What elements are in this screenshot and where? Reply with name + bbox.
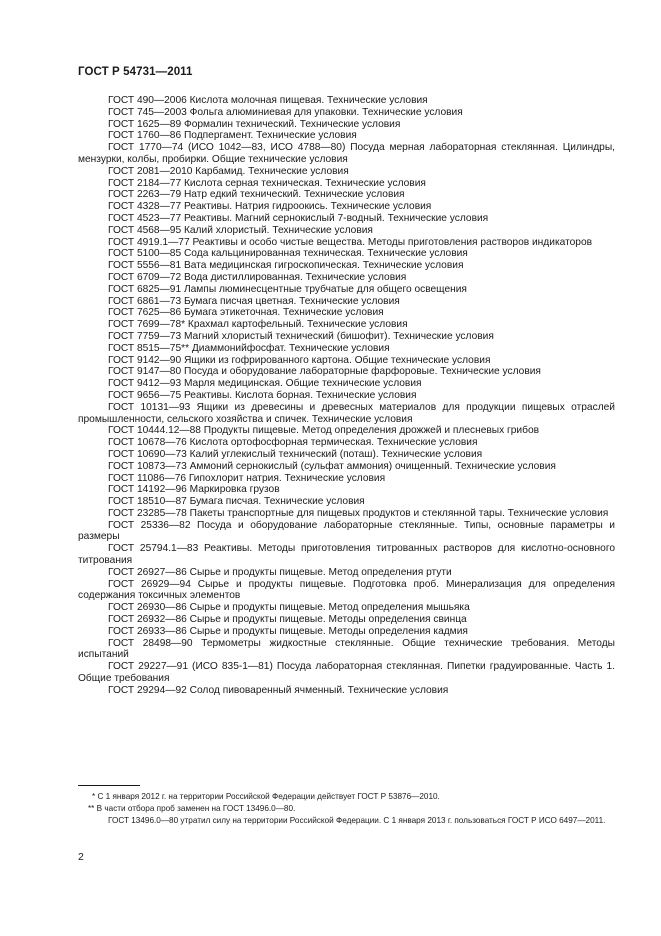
reference-item: ГОСТ 7625—86 Бумага этикеточная. Технические условия <box>108 307 384 319</box>
reference-item: ГОСТ 10131—93 Ящики из древесины и древесных материалов для продукции пищевых отраслей промышленности, сельского хозяйства и спичек. Технические условия <box>78 401 615 425</box>
reference-item: ГОСТ 9656—75 Реактивы. Кислота борная. Технические условия <box>108 389 417 401</box>
reference-item: ГОСТ 8515—75** Диаммонийфосфат. Технические условия <box>108 342 390 354</box>
reference-item: ГОСТ 4328—77 Реактивы. Натрия гидроокись. Технические условия <box>108 201 432 213</box>
reference-item: ГОСТ 4919.1—77 Реактивы и особо чистые вещества. Методы приготовления растворов индикаторов <box>108 236 593 248</box>
footnote-divider <box>78 785 140 786</box>
footnote-item: * С 1 января 2012 г. на территории Российской Федерации действует ГОСТ Р 53876—2010. <box>92 792 440 801</box>
document-header: ГОСТ Р 54731—2011 <box>78 66 193 78</box>
reference-item: ГОСТ 9147—80 Посуда и оборудование лабораторные фарфоровые. Технические условия <box>108 366 541 378</box>
reference-item: ГОСТ 10678—76 Кислота ортофосфорная термическая. Технические условия <box>108 437 478 449</box>
reference-item: ГОСТ 26932—86 Сырье и продукты пищевые. Методы определения свинца <box>108 614 467 626</box>
reference-item: ГОСТ 2184—77 Кислота серная техническая. Технические условия <box>108 177 426 189</box>
page-number: 2 <box>78 851 84 863</box>
reference-item: ГОСТ 5556—81 Вата медицинская гигроскопическая. Технические условия <box>108 260 464 272</box>
reference-item: ГОСТ 23285—78 Пакеты транспортные для пищевых продуктов и стеклянной тары. Технические условия <box>108 507 609 519</box>
reference-item: ГОСТ 9142—90 Ящики из гофрированного картона. Общие технические условия <box>108 354 491 366</box>
reference-item: ГОСТ 18510—87 Бумага писчая. Технические условия <box>108 496 365 508</box>
reference-item: ГОСТ 25794.1—83 Реактивы. Методы приготовления титрованных растворов для кислотно-основного титрования <box>78 543 615 567</box>
reference-item: ГОСТ 7699—78* Крахмал картофельный. Технические условия <box>108 319 408 331</box>
reference-item: ГОСТ 10444.12—88 Продукты пищевые. Метод определения дрожжей и плесневых грибов <box>108 425 540 437</box>
reference-item: ГОСТ 29294—92 Солод пивоваренный ячменный. Технические условия <box>108 684 449 696</box>
reference-item: ГОСТ 26927—86 Сырье и продукты пищевые. Метод определения ртути <box>108 566 452 578</box>
normative-references-list <box>78 95 615 697</box>
reference-item: ГОСТ 10690—73 Калий углекислый технический (поташ). Технические условия <box>108 448 483 460</box>
reference-item: ГОСТ 26933—86 Сырье и продукты пищевые. Методы определения кадмия <box>108 625 468 637</box>
footnote-item: ** В части отбора проб заменен на ГОСТ 13496.0—80. <box>88 803 296 813</box>
reference-item: ГОСТ 26930—86 Сырье и продукты пищевые. Метод определения мышьяка <box>108 602 470 614</box>
reference-item: ГОСТ 490—2006 Кислота молочная пищевая. Технические условия <box>108 95 428 106</box>
reference-item: ГОСТ 14192—96 Маркировка грузов <box>108 484 280 496</box>
reference-item: ГОСТ 2081—2010 Карбамид. Технические условия <box>108 165 349 177</box>
reference-item: ГОСТ 25336—82 Посуда и оборудование лабораторные стеклянные. Типы, основные параметры и размеры <box>78 519 615 543</box>
reference-item: ГОСТ 1625—89 Формалин технический. Технические условия <box>108 118 401 130</box>
reference-item: ГОСТ 4523—77 Реактивы. Магний сернокислый 7-водный. Технические условия <box>108 212 489 224</box>
reference-item: ГОСТ 5100—85 Сода кальцинированная техническая. Технические условия <box>108 248 468 260</box>
reference-item: ГОСТ 28498—90 Термометры жидкостные стеклянные. Общие технические требования. Методы испытаний <box>78 637 615 661</box>
reference-item: ГОСТ 7759—73 Магний хлористый технический (бишофит). Технические условия <box>108 330 494 342</box>
reference-item: ГОСТ 1770—74 (ИСО 1042—83, ИСО 4788—80) Посуда мерная лабораторная стеклянная. Цилиндры, мензурки, колбы, пробирки. Общие технические условия <box>78 142 615 165</box>
reference-item: ГОСТ 6861—73 Бумага писчая цветная. Технические условия <box>108 295 400 307</box>
reference-item: ГОСТ 10873—73 Аммоний сернокислый (сульфат аммония) очищенный. Технические условия <box>108 460 556 472</box>
reference-item: ГОСТ 2263—79 Натр едкий технический. Технические условия <box>108 189 405 201</box>
reference-item: ГОСТ 26929—94 Сырье и продукты пищевые. Подготовка проб. Минерализация для определения содержания токсичных элементов <box>78 578 615 602</box>
footnote-item: ГОСТ 13496.0—80 утратил силу на территории Российской Федерации. С 1 января 2013 г. пользоваться ГОСТ Р ИСО 6497—2011. <box>108 815 606 825</box>
reference-item: ГОСТ 745—2003 Фольга алюминиевая для упаковки. Технические условия <box>108 106 463 118</box>
reference-item: ГОСТ 4568—95 Калий хлористый. Технические условия <box>108 224 373 236</box>
reference-item: ГОСТ 9412—93 Марля медицинская. Общие технические условия <box>108 378 422 390</box>
reference-item: ГОСТ 29227—91 (ИСО 835-1—81) Посуда лабораторная стеклянная. Пипетки градуированные. Часть 1. Общие требования <box>78 661 615 685</box>
reference-item: ГОСТ 1760—86 Подпергамент. Технические условия <box>108 130 357 142</box>
reference-item: ГОСТ 6709—72 Вода дистиллированная. Технические условия <box>108 271 407 283</box>
reference-item: ГОСТ 6825—91 Лампы люминесцентные трубчатые для общего освещения <box>108 283 467 295</box>
footnotes <box>78 791 615 826</box>
reference-item: ГОСТ 11086—76 Гипохлорит натрия. Технические условия <box>108 472 386 484</box>
